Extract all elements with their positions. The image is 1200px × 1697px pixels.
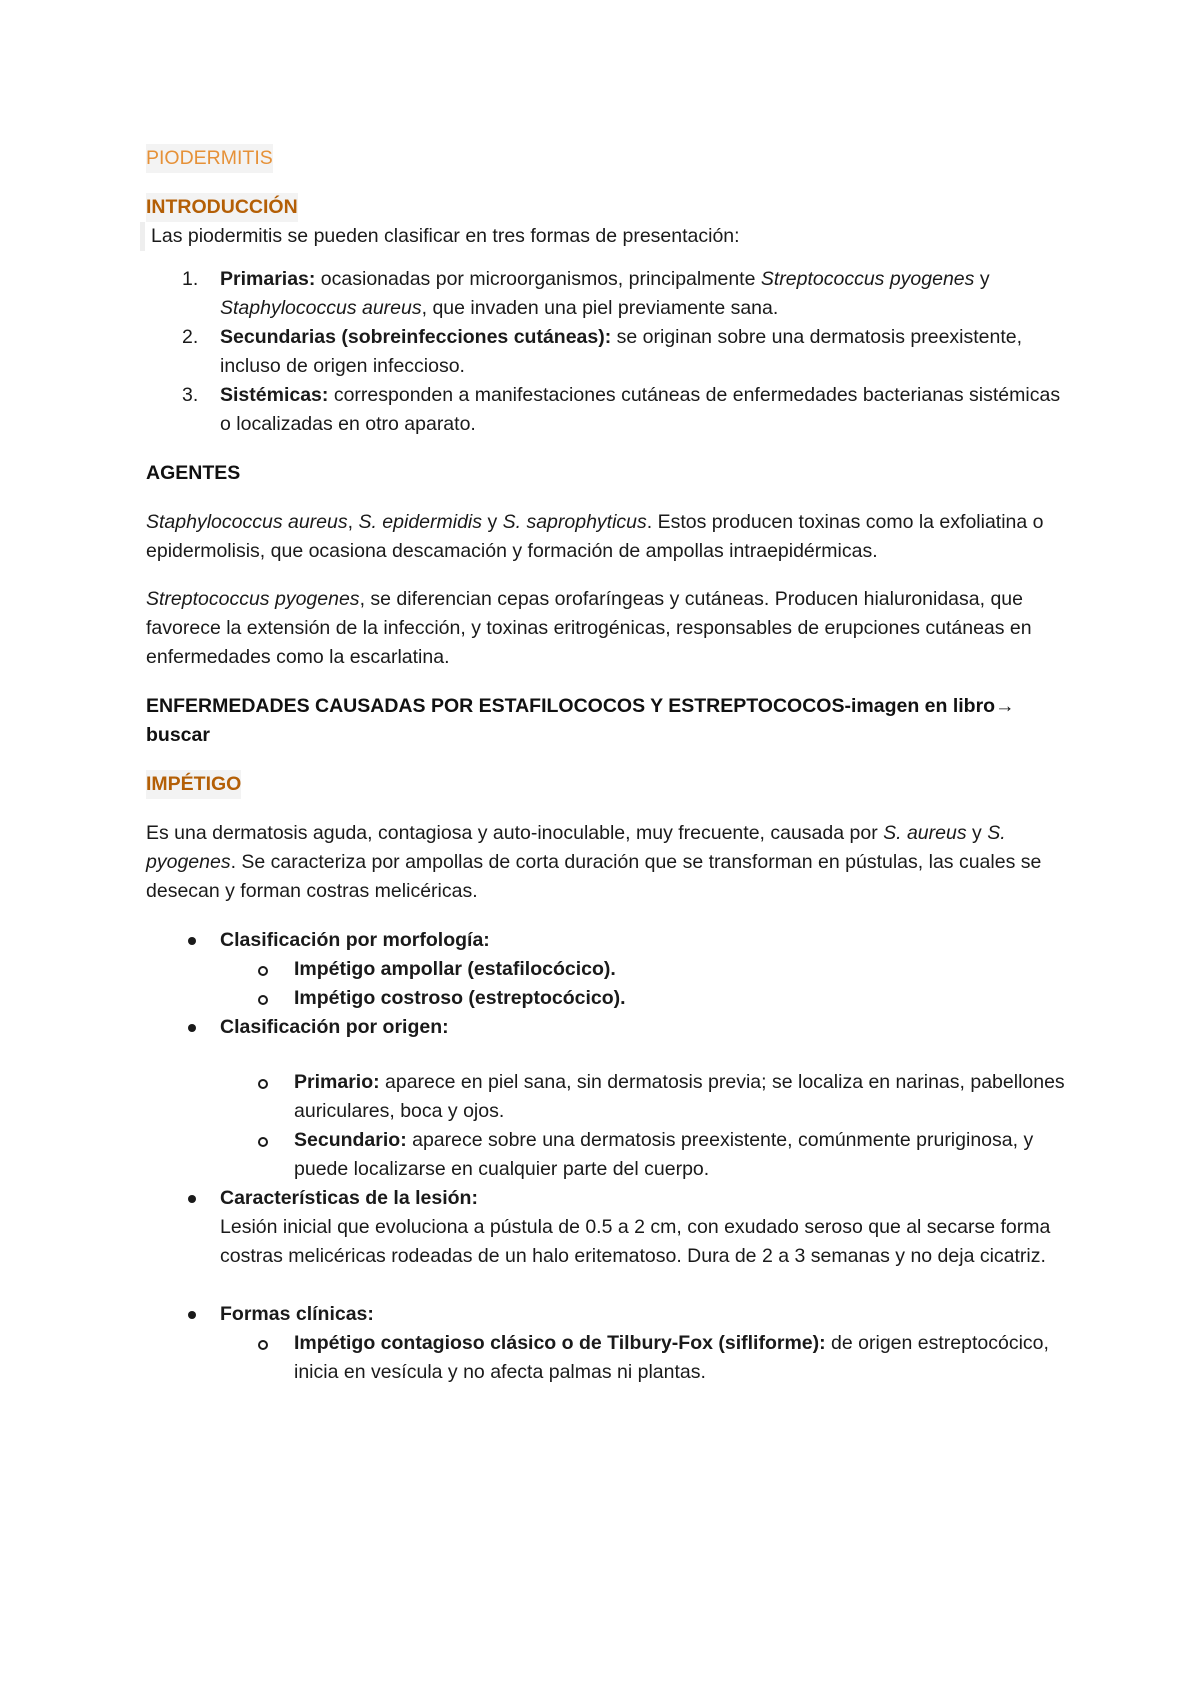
agentes-heading: AGENTES xyxy=(146,462,241,484)
document-title: PIODERMITIS xyxy=(146,144,273,173)
circle-bullet-icon xyxy=(258,1079,268,1089)
bullet-icon xyxy=(188,1311,196,1319)
item-text: de origen estreptocócico, inicia en vesícula y no afecta palmas ni plantas. xyxy=(294,1332,1049,1383)
document-page xyxy=(146,144,1076,1387)
italic-text: Staphylococcus aureus xyxy=(146,511,348,533)
item-text: y xyxy=(974,268,990,290)
list-item-morfologia xyxy=(146,926,1076,1013)
item-label: Características de la lesión: xyxy=(220,1187,478,1209)
intro-heading: INTRODUCCIÓN xyxy=(146,193,298,222)
circle-bullet-icon xyxy=(258,1137,268,1147)
agentes-paragraph-1 xyxy=(146,508,1076,566)
list-item xyxy=(146,265,1076,323)
list-item xyxy=(146,381,1076,439)
italic-text: S. saprophyticus xyxy=(502,511,647,533)
italic-text: Streptococcus pyogenes xyxy=(146,588,360,610)
item-label: Primario: xyxy=(294,1071,380,1093)
item-number: 3. xyxy=(182,384,199,406)
circle-bullet-icon xyxy=(258,966,268,976)
text: Es una dermatosis aguda, contagiosa y auto-inoculable, muy frecuente, causada por xyxy=(146,822,884,844)
item-label: Formas clínicas: xyxy=(220,1303,374,1325)
bullet-icon xyxy=(188,1024,196,1032)
item-label: Primarias: xyxy=(220,268,316,290)
item-label: Clasificación por morfología: xyxy=(220,929,490,951)
item-text: Lesión inicial que evoluciona a pústula de 0.5 a 2 cm, con exudado seroso que al secarse forma costras melicéricas rodeadas de un halo eritematoso. Dura de 2 a 3 semanas y no deja cicatriz. xyxy=(220,1216,1051,1267)
italic-text: S. epidermidis xyxy=(358,511,483,533)
bullet-icon xyxy=(188,1195,196,1203)
sub-list xyxy=(220,1329,1076,1387)
sub-list-item xyxy=(220,1329,1076,1387)
text: , xyxy=(347,511,359,533)
item-text: , que invaden una piel previamente sana. xyxy=(421,297,779,319)
impetigo-paragraph xyxy=(146,819,1076,906)
item-italic: Streptococcus pyogenes xyxy=(760,268,975,290)
item-text: corresponden a manifestaciones cutáneas de enfermedades bacterianas sistémicas o localizadas en otro aparato. xyxy=(220,384,1061,435)
item-label: Secundarias (sobreinfecciones cutáneas): xyxy=(220,326,612,348)
item-label: Impétigo costroso (estreptocócico). xyxy=(294,987,626,1009)
circle-bullet-icon xyxy=(258,1340,268,1350)
title-row xyxy=(146,144,1076,173)
item-label: Sistémicas: xyxy=(220,384,329,406)
text: , se diferencian cepas orofaríngeas y cutáneas. Producen hialuronidasa, que favorece la extensión de la infección, y toxinas eritrogénicas, responsables de erupciones cutáneas en enfermedades como la escarlatina. xyxy=(146,588,1032,668)
list-item-origen xyxy=(146,1013,1076,1184)
sub-list-item xyxy=(220,1126,1076,1184)
impetigo-section xyxy=(146,770,1076,1387)
list-item-lesion xyxy=(146,1184,1076,1271)
item-italic: Staphylococcus aureus xyxy=(220,297,422,319)
impetigo-heading: IMPÉTIGO xyxy=(146,770,241,799)
italic-text: S. pyogenes xyxy=(146,822,1006,873)
sub-list xyxy=(220,1068,1076,1184)
text: . Estos producen toxinas como la exfoliatina o epidermolisis, que ocasiona descamación y formación de ampollas intraepidérmicas. xyxy=(146,511,1044,562)
bullet-icon xyxy=(188,937,196,945)
circle-bullet-icon xyxy=(258,995,268,1005)
item-text: se originan sobre una dermatosis preexistente, incluso de origen infeccioso. xyxy=(220,326,1023,377)
italic-text: S. aureus xyxy=(883,822,967,844)
impetigo-list xyxy=(146,926,1076,1387)
text: y xyxy=(966,822,988,844)
sub-list-item xyxy=(220,984,1076,1013)
list-item xyxy=(146,323,1076,381)
sub-list-item xyxy=(220,1068,1076,1126)
item-label: Impétigo ampollar (estafilocócico). xyxy=(294,958,616,980)
list-item-formas xyxy=(146,1300,1076,1387)
item-label: Impétigo contagioso clásico o de Tilbury-Fox (sifliforme): xyxy=(294,1332,826,1354)
enfermedades-heading: ENFERMEDADES CAUSADAS POR ESTAFILOCOCOS Y ESTREPTOCOCOS-imagen en libro→ buscar xyxy=(146,695,1015,746)
item-label: Secundario: xyxy=(294,1129,407,1151)
item-number: 1. xyxy=(182,268,199,290)
agentes-section xyxy=(146,459,1076,672)
item-text: aparece en piel sana, sin dermatosis previa; se localiza en narinas, pabellones auriculares, boca y ojos. xyxy=(294,1071,1065,1122)
intro-list xyxy=(146,265,1076,439)
item-label: Clasificación por origen: xyxy=(220,1016,449,1038)
sub-list-item xyxy=(220,955,1076,984)
item-text: ocasionadas por microorganismos, principalmente xyxy=(315,268,761,290)
agentes-paragraph-2 xyxy=(146,585,1076,672)
intro-section xyxy=(146,193,1076,439)
sub-list xyxy=(220,955,1076,1013)
item-text: aparece sobre una dermatosis preexistente, comúnmente pruriginosa, y puede localizarse en cualquier parte del cuerpo. xyxy=(294,1129,1034,1180)
item-number: 2. xyxy=(182,326,199,348)
intro-lead: Las piodermitis se pueden clasificar en tres formas de presentación: xyxy=(140,222,1076,251)
text: y xyxy=(482,511,503,533)
text: . Se caracteriza por ampollas de corta duración que se transforman en pústulas, las cuales se desecan y forman costras melicéricas. xyxy=(146,851,1042,902)
